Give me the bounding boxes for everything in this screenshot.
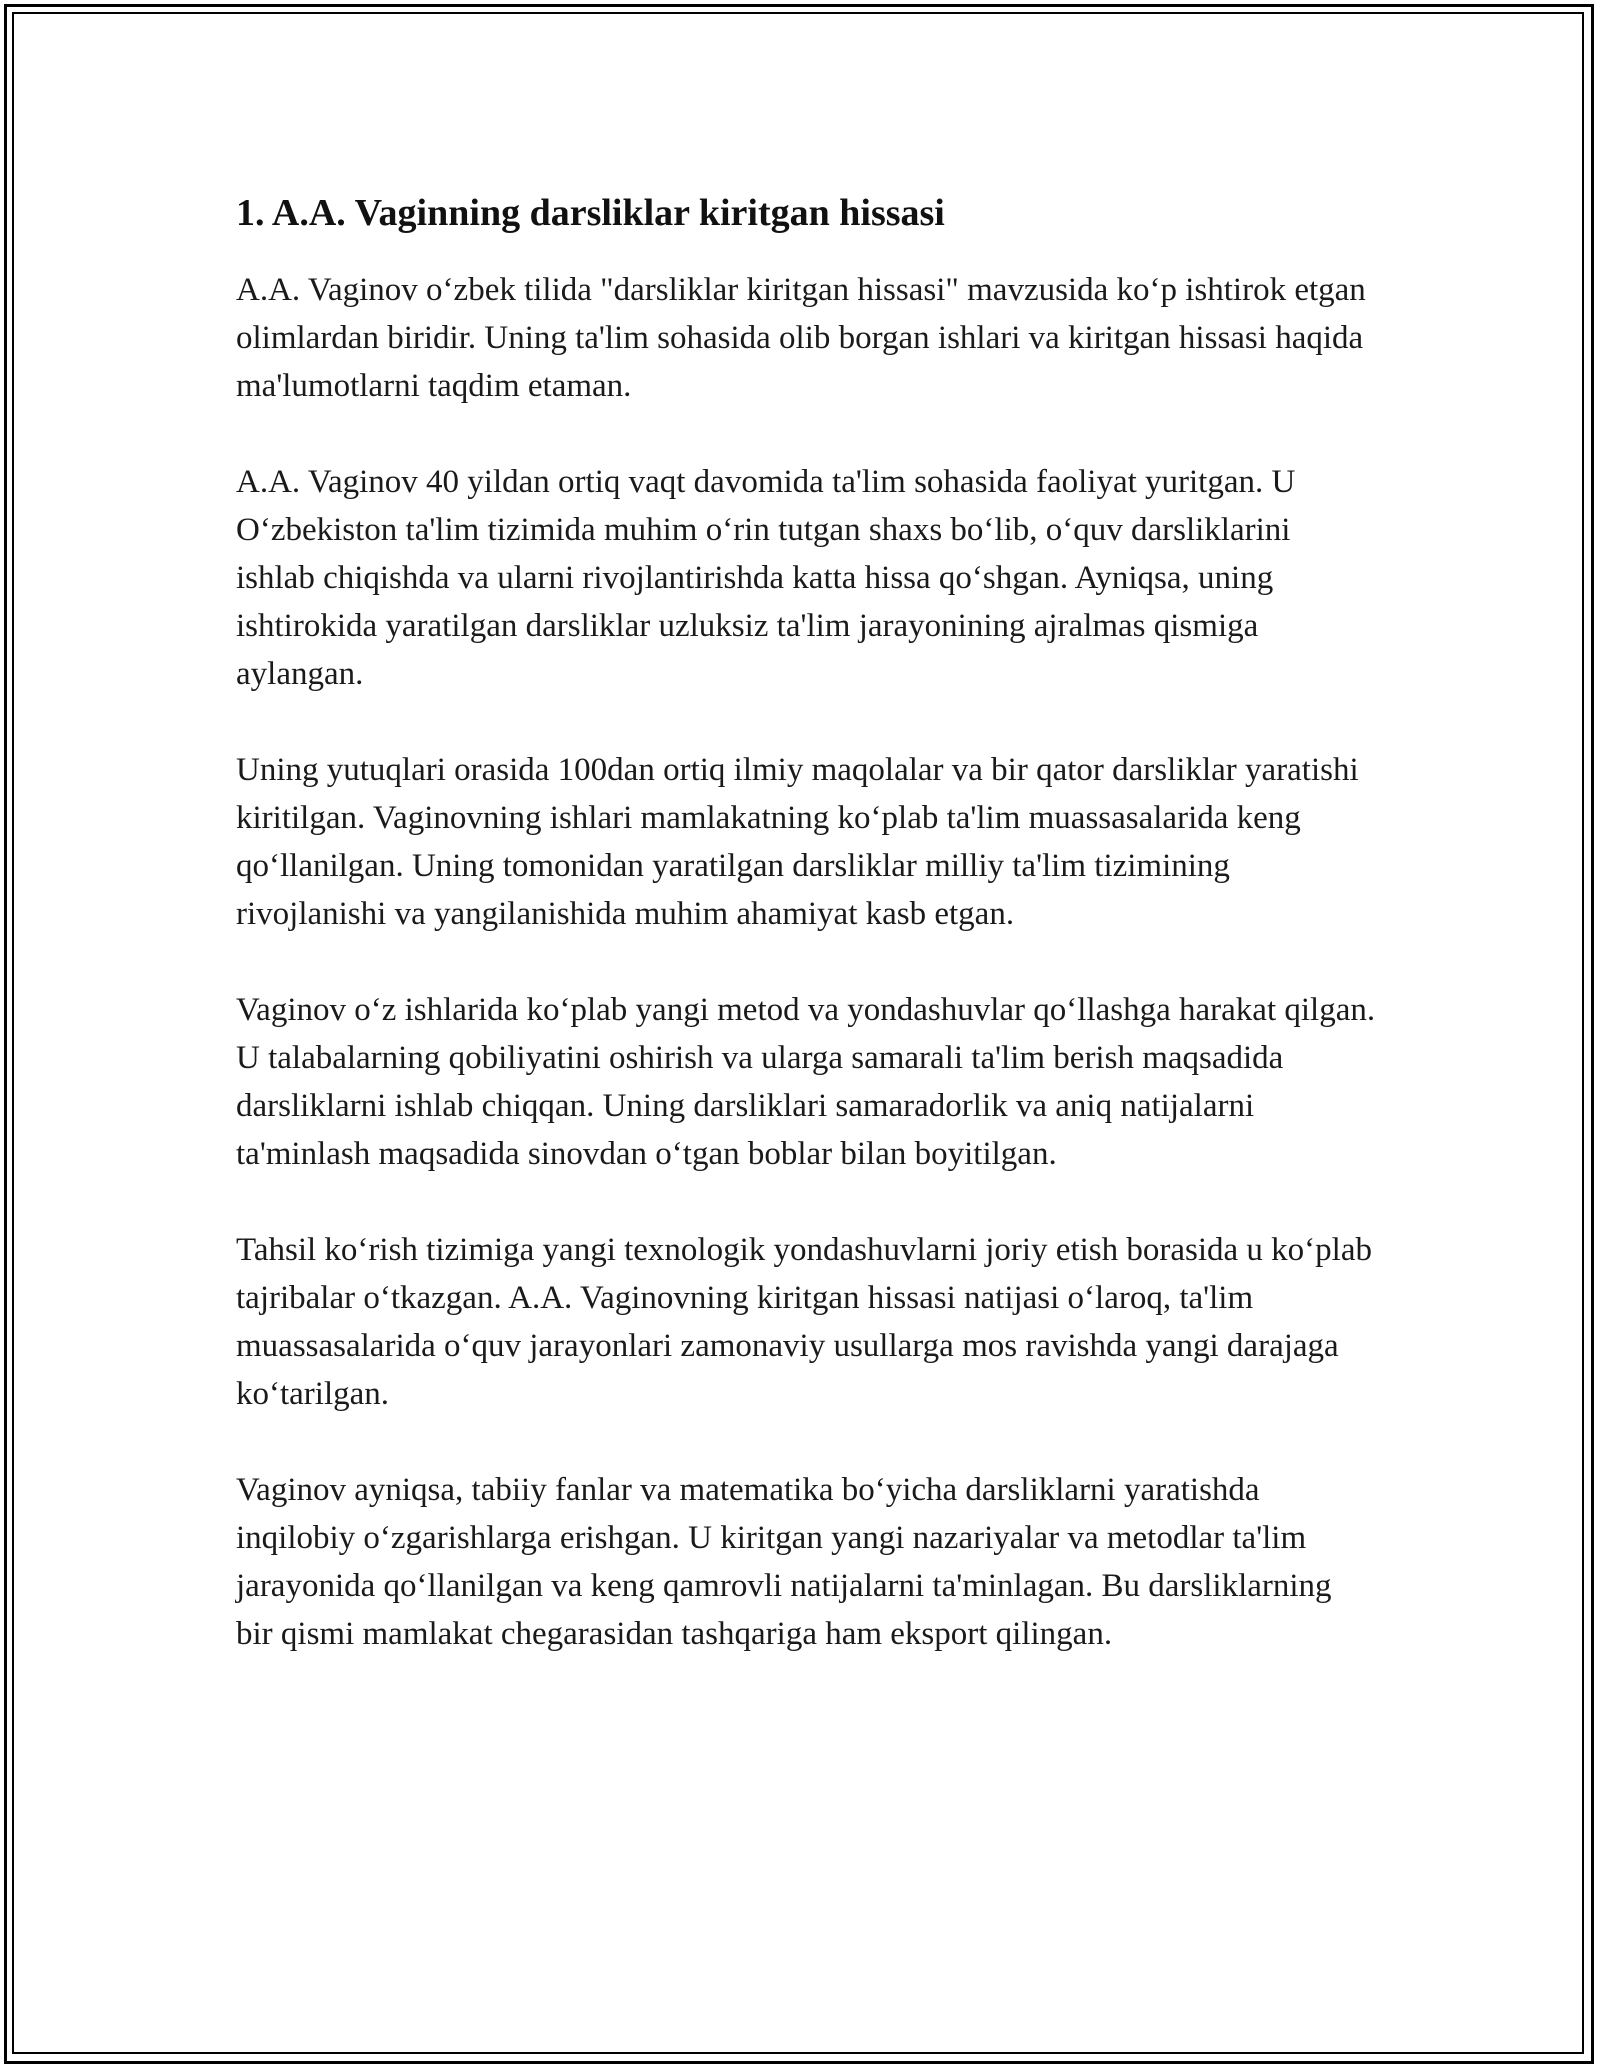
section-heading: 1. A.A. Vaginning darsliklar kiritgan hissasi	[236, 192, 945, 234]
paragraph-4: Vaginov o‘z ishlarida ko‘plab yangi metod va yondashuvlar qo‘llashga harakat qilgan. U talabalarning qobiliyatini oshirish va ularga samarali ta'lim berish maqsadida darsliklarni ishlab chiqqan. Uning darsliklari samaradorlik va aniq natijalarni ta'minlash maqsadida sinovdan o‘tgan boblar bilan boyitilgan.	[236, 992, 1376, 1172]
paragraph-2: A.A. Vaginov 40 yildan ortiq vaqt davomida ta'lim sohasida faoliyat yuritgan. U O‘zbekiston ta'lim tizimida muhim o‘rin tutgan shaxs bo‘lib, o‘quv darsliklarini ishlab chiqishda va ularni rivojlantirishda katta hissa qo‘shgan. Ayniqsa, uning ishtirokida yaratilgan darsliklar uzluksiz ta'lim jarayonining ajralmas qismiga aylangan.	[236, 464, 1296, 692]
paragraph-5: Tahsil ko‘rish tizimiga yangi texnologik yondashuvlarni joriy etish borasida u ko‘plab tajribalar o‘tkazgan. A.A. Vaginovning kiritgan hissasi natijasi o‘laroq, ta'lim muassasalarida o‘quv jarayonlari zamonaviy usullarga mos ravishda yangi darajaga ko‘tarilgan.	[236, 1232, 1372, 1412]
paragraph-3: Uning yutuqlari orasida 100dan ortiq ilmiy maqolalar va bir qator darsliklar yaratishi kiritilgan. Vaginovning ishlari mamlakatning ko‘plab ta'lim muassasalarida keng qo‘llanilgan. Uning tomonidan yaratilgan darsliklar milliy ta'lim tizimining rivojlanishi va yangilanishida muhim ahamiyat kasb etgan.	[236, 752, 1359, 932]
paragraph-1: A.A. Vaginov o‘zbek tilida "darsliklar kiritgan hissasi" mavzusida ko‘p ishtirok etgan olimlardan biridir. Uning ta'lim sohasida olib borgan ishlari va kiritgan hissasi haqida ma'lumotlarni taqdim etaman.	[236, 272, 1366, 404]
paragraph-6: Vaginov ayniqsa, tabiiy fanlar va matematika bo‘yicha darsliklarni yaratishda inqilobiy o‘zgarishlarga erishgan. U kiritgan yangi nazariyalar va metodlar ta'lim jarayonida qo‘llanilgan va keng qamrovli natijalarni ta'minlagan. Bu darsliklarning bir qismi mamlakat chegarasidan tashqariga ham eksport qilingan.	[236, 1472, 1332, 1652]
document-body	[236, 186, 1376, 1706]
